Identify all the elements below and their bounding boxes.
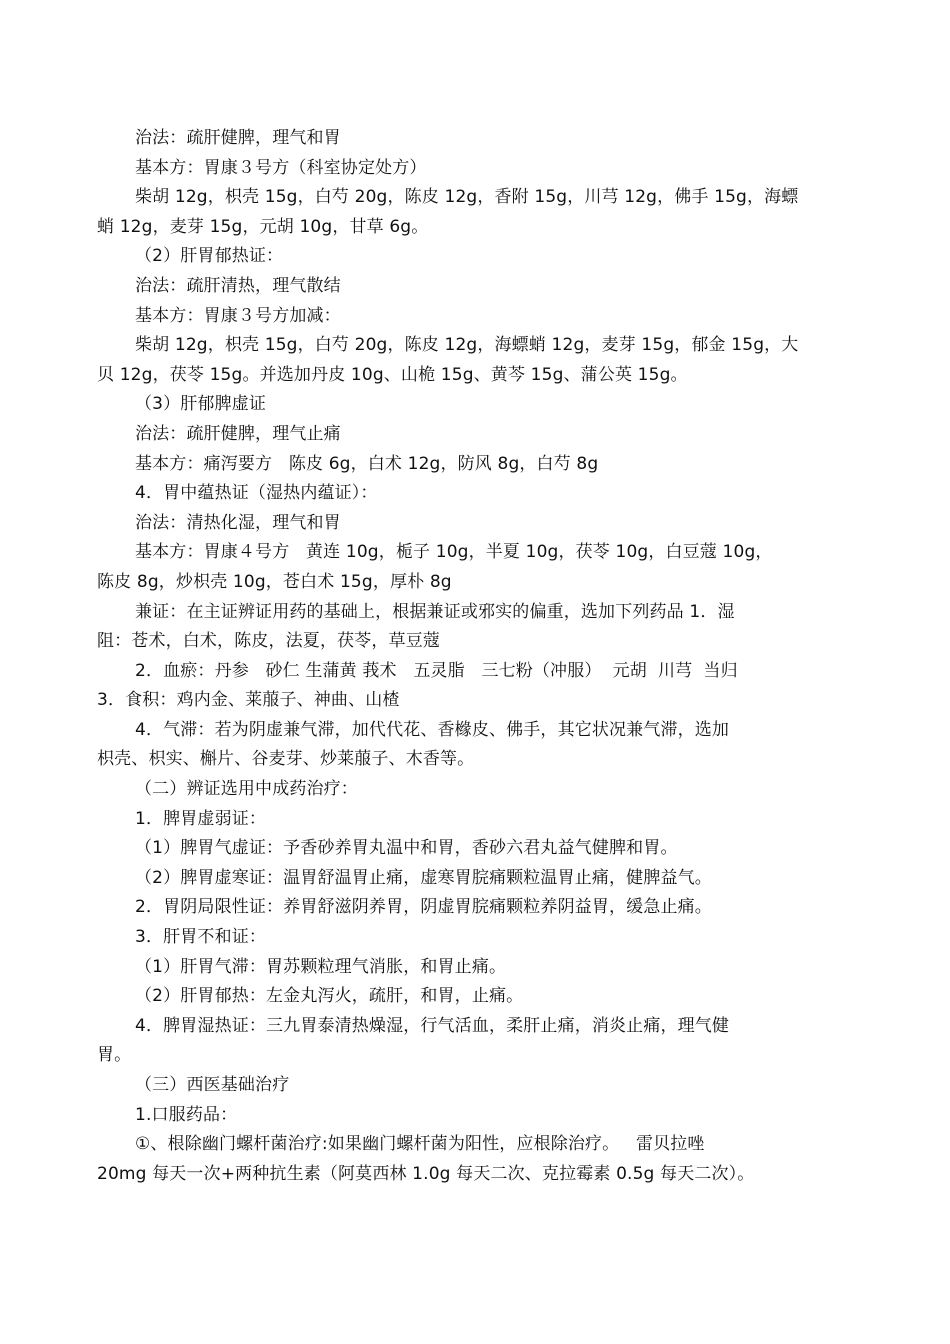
text-line: 陈皮 8g，炒枳壳 10g，苍白术 15g，厚朴 8g bbox=[97, 571, 452, 592]
text-line: 阻：苍术，白术，陈皮，法夏，茯苓，草豆蔻 bbox=[97, 631, 440, 652]
text-line: 2．血瘀：丹参 砂仁 生蒲黄 莪术 五灵脂 三七粉（冲服） 元胡 川芎 当归 bbox=[135, 660, 738, 681]
text-line: 基本方：胃康３号方加减： bbox=[135, 305, 341, 326]
text-line: 基本方：胃康３号方（科室协定处方） bbox=[135, 157, 427, 178]
text-line: 枳壳、枳实、槲片、谷麦芽、炒莱菔子、木香等。 bbox=[97, 749, 475, 770]
text-line: 4．气滞：若为阴虚兼气滞，加代代花、香橼皮、佛手，其它状况兼气滞，选加 bbox=[135, 719, 730, 740]
text-line: 胃。 bbox=[97, 1045, 132, 1066]
document-body bbox=[97, 124, 809, 1189]
text-line: 2．胃阴局限性证：养胃舒滋阴养胃，阴虚胃脘痛颗粒养阴益胃，缓急止痛。 bbox=[135, 897, 712, 918]
text-line: 20mg 每天一次+两种抗生素（阿莫西林 1.0g 每天二次、克拉霉素 0.5g 每天二次）。 bbox=[97, 1163, 755, 1184]
text-line: 4．脾胃湿热证：三九胃泰清热燥湿，行气活血，柔肝止痛，消炎止痛，理气健 bbox=[135, 1015, 730, 1036]
text-line: （2）脾胃虚寒证：温胃舒温胃止痛，虚寒胃脘痛颗粒温胃止痛，健脾益气。 bbox=[135, 867, 712, 888]
text-line: 贝 12g，茯苓 15g。并选加丹皮 10g、山桅 15g、黄芩 15g、蒲公英 15g。 bbox=[97, 364, 688, 385]
text-line: （2）肝胃郁热证： bbox=[135, 246, 284, 267]
text-line: 治法：疏肝清热，理气散结 bbox=[135, 275, 341, 296]
text-line: 4．胃中蕴热证（湿热内蕴证）： bbox=[135, 483, 378, 504]
text-line: 治法：疏肝健脾，理气和胃 bbox=[135, 128, 341, 148]
text-line: 治法：清热化湿，理气和胃 bbox=[135, 512, 341, 533]
text-line: 基本方：胃康４号方 黄连 10g，栀子 10g，半夏 10g，茯苓 10g，白豆蔻 10g， bbox=[135, 542, 773, 563]
text-line: 1.口服药品： bbox=[135, 1104, 238, 1125]
text-line: 治法：疏肝健脾，理气止痛 bbox=[135, 423, 341, 444]
text-line: 蛸 12g，麦芽 15g，元胡 10g，甘草 6g。 bbox=[97, 216, 429, 237]
text-line: （三）西医基础治疗 bbox=[135, 1075, 290, 1095]
text-line: （1）脾胃气虚证：予香砂养胃丸温中和胃，香砂六君丸益气健脾和胃。 bbox=[135, 838, 678, 859]
text-line: 3．肝胃不和证： bbox=[135, 927, 267, 948]
text-line: 兼证：在主证辨证用药的基础上，根据兼证或邪实的偏重，选加下列药品 1．湿 bbox=[135, 601, 735, 622]
text-line: （3）肝郁脾虚证 bbox=[135, 394, 267, 415]
text-line: ①、根除幽门螺杆菌治疗:如果幽门螺杆菌为阳性，应根除治疗。 雷贝拉唑 bbox=[135, 1134, 705, 1155]
text-line: （1）肝胃气滞：胃苏颗粒理气消胀，和胃止痛。 bbox=[135, 956, 507, 977]
text-line: （2）肝胃郁热：左金丸泻火，疏肝，和胃，止痛。 bbox=[135, 986, 524, 1007]
text-line: （二）辨证选用中成药治疗： bbox=[135, 779, 358, 800]
text-line: 柴胡 12g，枳壳 15g，白芍 20g，陈皮 12g，海螵蛸 12g，麦芽 15g，郁金 15g，大 bbox=[135, 335, 799, 356]
text-line: 柴胡 12g，枳壳 15g，白芍 20g，陈皮 12g，香附 15g，川芎 12g，佛手 15g，海螵 bbox=[135, 187, 799, 208]
text-line: 3．食积：鸡内金、莱菔子、神曲、山楂 bbox=[97, 690, 400, 711]
text-line: 1．脾胃虚弱证： bbox=[135, 808, 267, 829]
text-line: 基本方：痛泻要方 陈皮 6g，白术 12g，防风 8g，白芍 8g bbox=[135, 453, 599, 474]
